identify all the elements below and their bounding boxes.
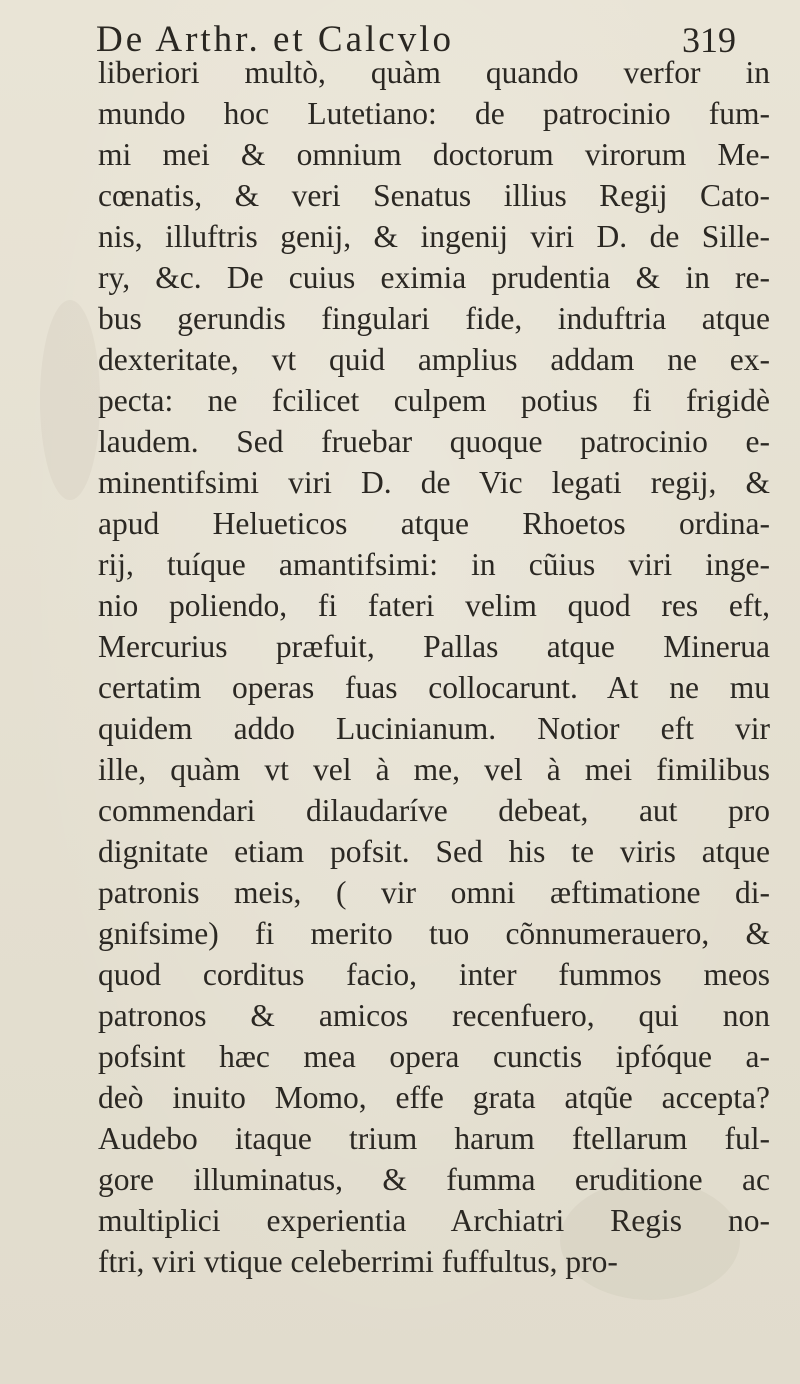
text-line: patronis meis, ( vir omni æftimatione di-: [98, 875, 770, 910]
page-number: 319: [682, 20, 736, 60]
text-line: gnifsime) fi merito tuo cõnnumerauero, &: [98, 916, 770, 951]
text-line: nis, illuftris genij, & ingenij viri D. de Sille-: [98, 219, 770, 254]
text-line: nio poliendo, fi fateri velim quod res eft,: [98, 588, 770, 623]
text-line: bus gerundis fingulari fide, induftria atque: [98, 301, 770, 336]
text-line: dignitate etiam pofsit. Sed his te viris atque: [98, 834, 770, 869]
text-line: pecta: ne fcilicet culpem potius fi frigidè: [98, 383, 770, 418]
paper-stain: [40, 300, 100, 500]
running-head: De Arthr. et Calcvlo: [96, 19, 454, 60]
text-line: cœnatis, & veri Senatus illius Regij Cato-: [98, 178, 770, 213]
text-line: multiplici experientia Archiatri Regis no-: [98, 1203, 770, 1238]
text-line: laudem. Sed fruebar quoque patrocinio e-: [98, 424, 770, 459]
text-line: Mercurius præfuit, Pallas atque Minerua: [98, 629, 770, 664]
text-line: mi mei & omnium doctorum virorum Me-: [98, 137, 770, 172]
text-line: deò inuito Momo, effe grata atqũe accepta?: [98, 1080, 770, 1115]
text-line: patronos & amicos recenfuero, qui non: [98, 998, 770, 1033]
text-line: commendari dilaudaríve debeat, aut pro: [98, 793, 770, 828]
text-line: mundo hoc Lutetiano: de patrocinio fum-: [98, 96, 770, 131]
text-line: ftri, viri vtique celeberrimi fuffultus, pro-: [98, 1244, 618, 1279]
text-line: gore illuminatus, & fumma eruditione ac: [98, 1162, 770, 1197]
text-line: certatim operas fuas collocarunt. At ne mu: [98, 670, 770, 705]
text-line: quidem addo Lucinianum. Notior eft vir: [98, 711, 770, 746]
text-line: apud Helueticos atque Rhoetos ordina-: [98, 506, 770, 541]
text-line: liberiori multò, quàm quando verfor in: [98, 55, 770, 90]
text-line: ille, quàm vt vel à me, vel à mei fimilibus: [98, 752, 770, 787]
text-line: rij, tuíque amantifsimi: in cũius viri inge-: [98, 547, 770, 582]
text-line: Audebo itaque trium harum ftellarum ful-: [98, 1121, 770, 1156]
text-line: ry, &c. De cuius eximia prudentia & in re-: [98, 260, 770, 295]
text-line: pofsint hæc mea opera cunctis ipfóque a-: [98, 1039, 770, 1074]
text-line: dexteritate, vt quid amplius addam ne ex-: [98, 342, 770, 377]
text-line: minentifsimi viri D. de Vic legati regij, &: [98, 465, 770, 500]
body-text: [98, 52, 778, 1282]
text-line: quod corditus facio, inter fummos meos: [98, 957, 770, 992]
